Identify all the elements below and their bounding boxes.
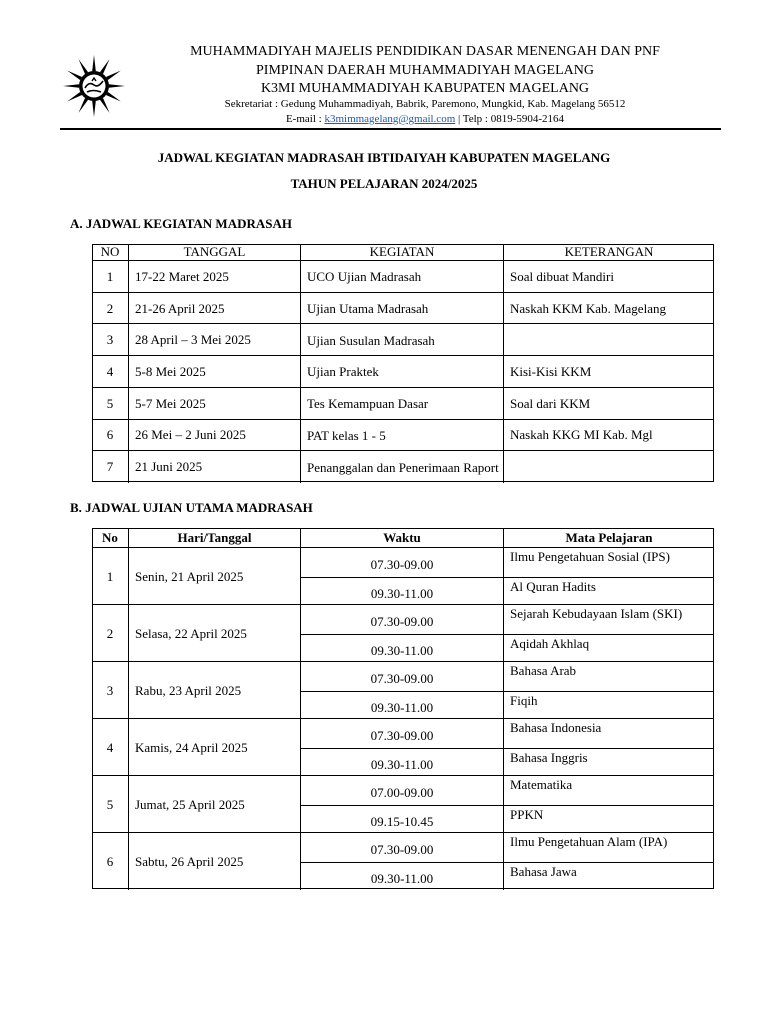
cell-tanggal: 21 Juni 2025 xyxy=(129,451,301,483)
logo-ray xyxy=(92,55,96,71)
letterhead-line-2: PIMPINAN DAERAH MUHAMMADIYAH MAGELANG xyxy=(256,63,594,78)
section-b-heading: B. JADWAL UJIAN UTAMA MADRASAH xyxy=(70,500,313,515)
cell-mata-pelajaran: Sejarah Kebudayaan Islam (SKI) xyxy=(510,606,683,621)
cell-hari-tanggal: Sabtu, 26 April 2025 xyxy=(129,833,301,890)
column-header-tanggal: TANGGAL xyxy=(129,244,301,260)
cell-hari-tanggal: Senin, 21 April 2025 xyxy=(129,548,301,605)
cell-tanggal: 5-8 Mei 2025 xyxy=(129,356,301,388)
logo-ray xyxy=(63,84,79,88)
table-row xyxy=(92,419,714,452)
phone-text: | Telp : 0819-5904-2164 xyxy=(455,113,565,125)
cell-mata-pelajaran: Bahasa Arab xyxy=(510,663,577,678)
cell-kegiatan: PAT kelas 1 - 5 xyxy=(301,420,504,452)
cell-mata-pelajaran: Bahasa Jawa xyxy=(504,862,714,891)
cell-no: 4 xyxy=(92,719,129,776)
muhammadiyah-logo-icon xyxy=(62,54,126,118)
table-row xyxy=(92,450,714,483)
cell-no: 2 xyxy=(92,605,129,662)
letterhead-address: Sekretariat : Gedung Muhammadiyah, Babrik, Paremono, Mungkid, Kab. Magelang 56512 xyxy=(224,98,626,110)
letterhead-contact xyxy=(170,113,680,125)
logo-ray xyxy=(100,98,110,113)
cell-kegiatan: UCO Ujian Madrasah xyxy=(301,261,504,293)
cell-mata-pelajaran: PPKN xyxy=(504,805,714,834)
cell-no: 5 xyxy=(92,776,129,833)
logo-ray xyxy=(109,84,125,88)
cell-kegiatan: Ujian Praktek xyxy=(301,356,504,388)
column-header-keterangan: KETERANGAN xyxy=(564,244,654,259)
cell-no: 3 xyxy=(92,324,129,356)
logo-ray xyxy=(106,92,121,102)
email-label: E-mail : xyxy=(285,113,325,125)
cell-hari-tanggal: Selasa, 22 April 2025 xyxy=(129,605,301,662)
cell-no: 2 xyxy=(92,293,129,325)
exam-schedule-table xyxy=(92,528,714,889)
cell-hari-tanggal: Rabu, 23 April 2025 xyxy=(129,662,301,719)
cell-mata-pelajaran: Bahasa Indonesia xyxy=(510,720,602,735)
cell-waktu: 07.30-09.00 xyxy=(301,662,504,691)
cell-tanggal: 21-26 April 2025 xyxy=(129,293,301,325)
activity-schedule-table xyxy=(92,244,714,482)
table-row xyxy=(92,355,714,388)
column-header-kegiatan: KEGIATAN xyxy=(301,244,504,260)
cell-waktu: 09.30-11.00 xyxy=(301,634,504,663)
exam-day-group xyxy=(92,661,714,719)
cell-mata-pelajaran: Bahasa Inggris xyxy=(504,748,714,777)
exam-day-group xyxy=(92,604,714,662)
logo-ray xyxy=(106,71,121,81)
exam-day-group xyxy=(92,718,714,776)
cell-tanggal: 26 Mei – 2 Juni 2025 xyxy=(129,420,301,452)
column-header-no: NO xyxy=(92,244,129,260)
cell-keterangan: Naskah KKG MI Kab. Mgl xyxy=(510,427,653,443)
table-row xyxy=(92,260,714,293)
cell-kegiatan: Tes Kemampuan Dasar xyxy=(301,388,504,420)
cell-mata-pelajaran: Ilmu Pengetahuan Sosial (IPS) xyxy=(510,549,670,564)
letterhead-divider xyxy=(60,128,721,130)
cell-mata-pelajaran: Al Quran Hadits xyxy=(504,577,714,606)
cell-tanggal: 17-22 Maret 2025 xyxy=(129,261,301,293)
cell-mata-pelajaran: Aqidah Akhlaq xyxy=(504,634,714,663)
logo-ray xyxy=(67,92,82,102)
exam-day-group xyxy=(92,547,714,605)
cell-waktu: 09.30-11.00 xyxy=(301,577,504,606)
cell-hari-tanggal: Kamis, 24 April 2025 xyxy=(129,719,301,776)
cell-waktu: 07.00-09.00 xyxy=(301,776,504,805)
email-link[interactable]: k3mimmagelang@gmail.com xyxy=(324,113,456,125)
column-header-mata-pelajaran: Mata Pelajaran xyxy=(565,529,653,545)
table-header-row xyxy=(92,528,714,547)
cell-keterangan: Naskah KKM Kab. Magelang xyxy=(510,300,666,316)
cell-no: 3 xyxy=(92,662,129,719)
cell-keterangan: Soal dari KKM xyxy=(510,395,591,411)
cell-no: 6 xyxy=(92,420,129,452)
table-header-row xyxy=(92,244,714,260)
table-row xyxy=(92,387,714,420)
cell-waktu: 09.30-11.00 xyxy=(301,748,504,777)
cell-no: 7 xyxy=(92,451,129,483)
cell-keterangan xyxy=(504,324,714,356)
cell-no: 4 xyxy=(92,356,129,388)
letterhead-text xyxy=(170,0,680,130)
logo-ray xyxy=(67,71,82,81)
cell-keterangan xyxy=(504,451,714,483)
cell-hari-tanggal: Jumat, 25 April 2025 xyxy=(129,776,301,833)
column-header-hari-tanggal: Hari/Tanggal xyxy=(129,528,301,547)
column-header-waktu: Waktu xyxy=(301,528,504,547)
cell-tanggal: 5-7 Mei 2025 xyxy=(129,388,301,420)
cell-waktu: 07.30-09.00 xyxy=(301,605,504,634)
section-a-heading: A. JADWAL KEGIATAN MADRASAH xyxy=(70,216,292,231)
cell-keterangan: Soal dibuat Mandiri xyxy=(510,268,614,284)
cell-no: 1 xyxy=(92,548,129,605)
table-row xyxy=(92,323,714,356)
cell-waktu: 07.30-09.00 xyxy=(301,833,504,862)
exam-day-group xyxy=(92,775,714,833)
logo-ray xyxy=(100,59,110,74)
cell-no: 6 xyxy=(92,833,129,890)
cell-kegiatan: Ujian Susulan Madrasah xyxy=(301,324,504,356)
exam-day-group xyxy=(92,832,714,890)
cell-kegiatan: Ujian Utama Madrasah xyxy=(301,293,504,325)
cell-no: 1 xyxy=(92,261,129,293)
cell-mata-pelajaran: Ilmu Pengetahuan Alam (IPA) xyxy=(510,834,668,849)
letterhead-line-1: MUHAMMADIYAH MAJELIS PENDIDIKAN DASAR MENENGAH DAN PNF xyxy=(190,44,660,59)
logo-ray xyxy=(79,59,89,74)
logo-ray xyxy=(79,98,89,113)
logo-ray xyxy=(92,101,96,117)
cell-mata-pelajaran: Matematika xyxy=(510,777,573,792)
cell-keterangan: Kisi-Kisi KKM xyxy=(510,363,592,379)
cell-waktu: 07.30-09.00 xyxy=(301,548,504,577)
table-row xyxy=(92,292,714,325)
cell-waktu: 09.30-11.00 xyxy=(301,862,504,891)
cell-tanggal: 28 April – 3 Mei 2025 xyxy=(129,324,301,356)
cell-waktu: 07.30-09.00 xyxy=(301,719,504,748)
cell-mata-pelajaran: Fiqih xyxy=(504,691,714,720)
document-subtitle: TAHUN PELAJARAN 2024/2025 xyxy=(290,176,478,191)
cell-waktu: 09.30-11.00 xyxy=(301,691,504,720)
document-title: JADWAL KEGIATAN MADRASAH IBTIDAIYAH KABUPATEN MAGELANG xyxy=(157,150,611,165)
cell-waktu: 09.15-10.45 xyxy=(301,805,504,834)
cell-kegiatan: Penanggalan dan Penerimaan Raport xyxy=(301,451,504,483)
cell-no: 5 xyxy=(92,388,129,420)
letterhead-line-3: K3MI MUHAMMADIYAH KABUPATEN MAGELANG xyxy=(260,81,590,96)
column-header-no: No xyxy=(92,528,129,547)
